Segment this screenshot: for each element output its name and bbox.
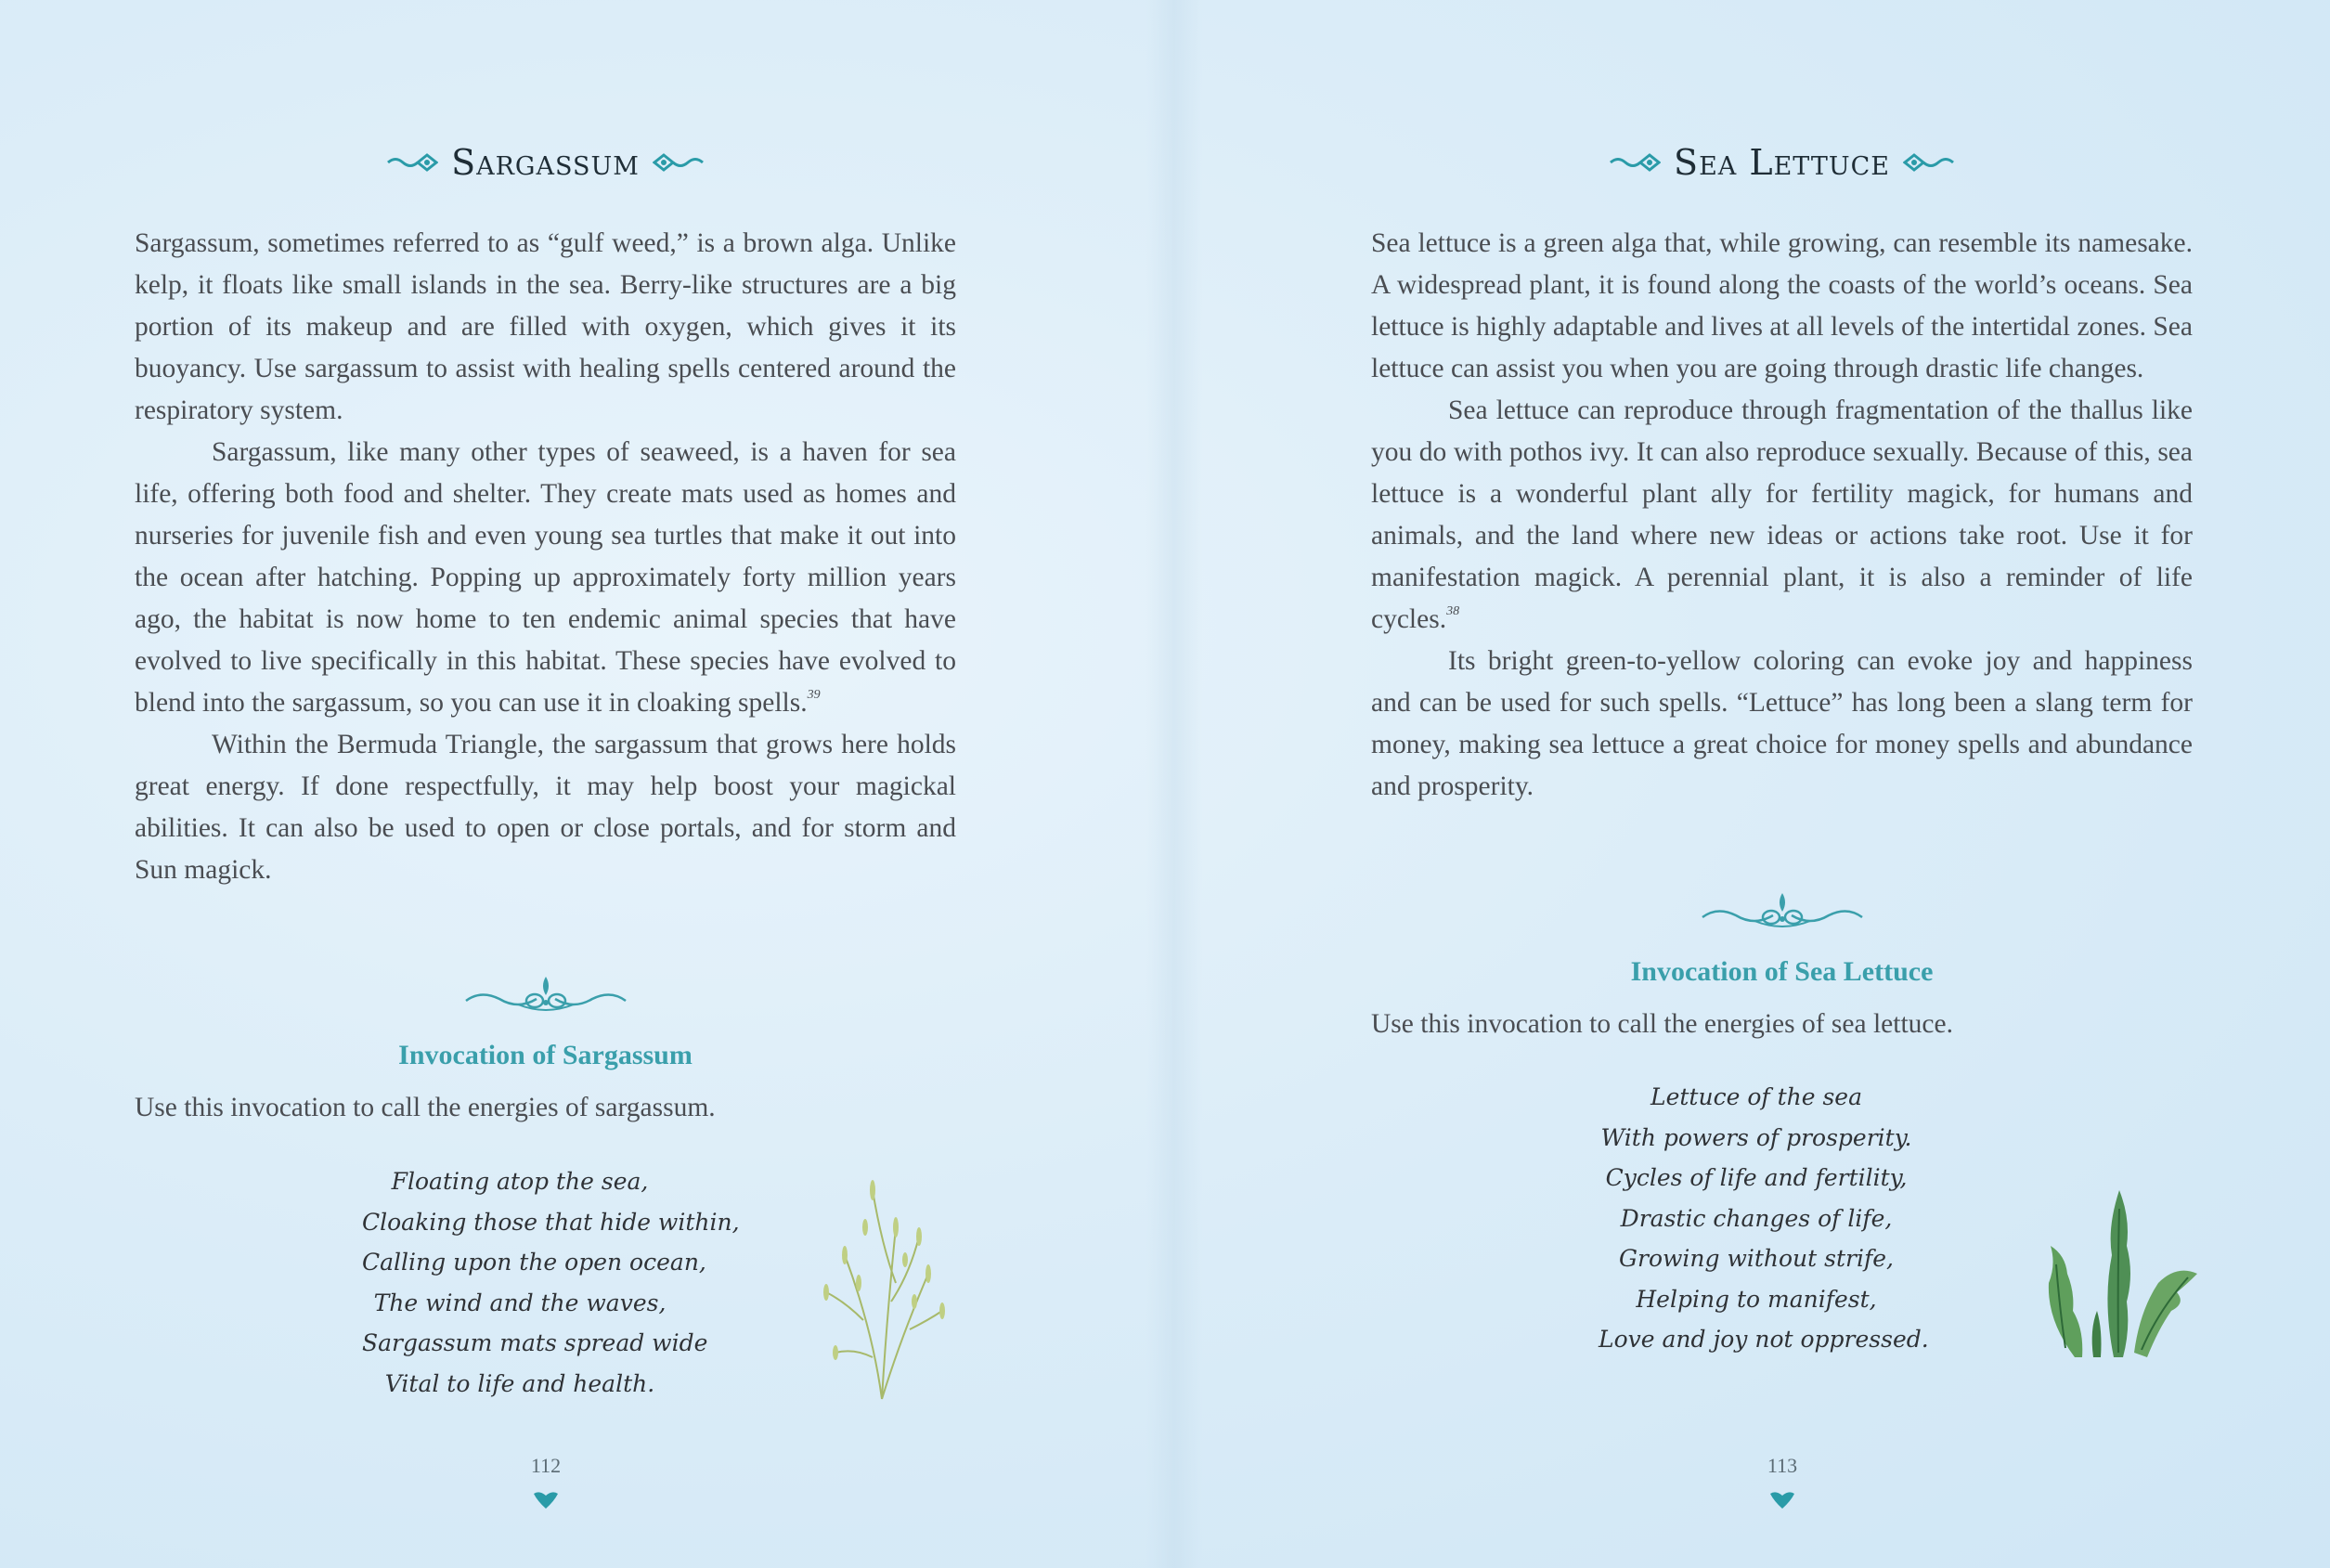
invocation-heading: Invocation of Sea Lettuce [1630, 956, 1934, 987]
paragraph: Its bright green-to-yellow coloring can evoke joy and happiness and can be used for such spells. “Lettuce” has long been a slang term for money, making sea lettuce a great choice for money spells and abundance and prosperity. [1371, 646, 2193, 801]
poem-line: With powers of prosperity. [1600, 1123, 1912, 1151]
title-flourish-left-icon [1609, 152, 1661, 173]
page-title: Sargassum [451, 142, 640, 183]
page-mark-icon [1768, 1488, 1796, 1510]
section-ornament-icon [135, 973, 956, 1021]
poem-line: Calling upon the open ocean, [362, 1249, 706, 1276]
paragraph: Sea lettuce is a green alga that, while growing, can resemble its namesake. A widespread plant, it is found along the coasts of the world’s oceans. Sea lettuce is highly adaptable and lives at all levels of the intertidal zones. Sea lettuce can assist you when you are going through drastic life changes. [1371, 228, 2193, 383]
invocation-intro: Use this invocation to call the energies of sea lettuce. [1371, 1009, 1953, 1039]
paragraph: Sargassum, like many other types of seaweed, is a haven for sea life, offering both food and shelter. They create mats used as homes and nurseries for juvenile fish and even young sea turtles that make it out into the ocean after hatching. Popping up approximately forty million years ago, the habitat is now home to ten endemic animal species that have evolved to live specifically in this habitat. These species have evolved to blend into the sargassum, so you can use it in cloaking spells.$^{39}$ [135, 437, 956, 718]
poem-line: Floating atop the sea, [391, 1168, 649, 1195]
sea-lettuce-illustration [2038, 1181, 2205, 1367]
page-title: Sea Lettuce [1674, 142, 1890, 183]
invocation-poem [1599, 1077, 1929, 1360]
title-flourish-right-icon [653, 152, 705, 173]
paragraph: Sargassum, sometimes referred to as “gulf weed,” is a brown alga. Unlike kelp, it floats like small islands in the sea. Berry-like structures are a big portion of its makeup and are filled with oxygen, which gives it its buoyancy. Use sargassum to assist with healing spells centered around the respiratory system. [135, 228, 956, 425]
poem-line: Cycles of life and fertility, [1605, 1164, 1908, 1191]
page-number: 113 [1767, 1454, 1798, 1477]
body-text [1371, 223, 2193, 808]
poem-line: Growing without strife, [1619, 1245, 1894, 1272]
paragraph: Sea lettuce can reproduce through fragmentation of the thallus like you do with pothos ivy. It can also reproduce sexually. Because of this, sea lettuce is a wonderful plant ally for fertility magick, for humans and animals, and the land where new ideas or actions take root. Use it for manifestation magick. A perennial plant, it is also a reminder of life cycles.$^{38}$ [1371, 395, 2193, 634]
poem-line: Lettuce of the sea [1650, 1083, 1862, 1110]
title-flourish-right-icon [1903, 152, 1955, 173]
chapter-title-sea-lettuce [1371, 135, 2193, 190]
sargassum-illustration [808, 1172, 956, 1404]
page-number: 112 [530, 1454, 562, 1477]
section-ornament-icon [1371, 889, 2193, 938]
poem-line: Sargassum mats spread wide [362, 1329, 708, 1356]
right-page [1371, 0, 2193, 1568]
title-flourish-left-icon [386, 152, 438, 173]
book-spine-shadow [1146, 0, 1202, 1568]
footnote-ref: 38 [1446, 604, 1460, 618]
footnote-ref: 39 [807, 688, 821, 702]
invocation-heading: Invocation of Sargassum [398, 1040, 693, 1070]
paragraph: Within the Bermuda Triangle, the sargassum that grows here holds great energy. If done respectfully, it may help boost your magickal abilities. It can also be used to open or close portals, and for storm and Sun magick. [135, 730, 956, 885]
poem-line: Drastic changes of life, [1620, 1204, 1893, 1232]
page-mark-icon [532, 1488, 560, 1510]
poem-line: Vital to life and health. [384, 1369, 655, 1397]
invocation-intro: Use this invocation to call the energies of sargassum. [135, 1093, 716, 1122]
poem-line: Cloaking those that hide within, [362, 1208, 740, 1236]
poem-line: Love and joy not oppressed. [1599, 1326, 1929, 1353]
poem-line: Helping to manifest, [1636, 1285, 1877, 1313]
left-page [135, 0, 956, 1568]
poem-line: The wind and the waves, [373, 1289, 667, 1316]
body-text [135, 223, 956, 891]
chapter-title-sargassum [0, 135, 1091, 190]
invocation-poem [362, 1161, 740, 1404]
